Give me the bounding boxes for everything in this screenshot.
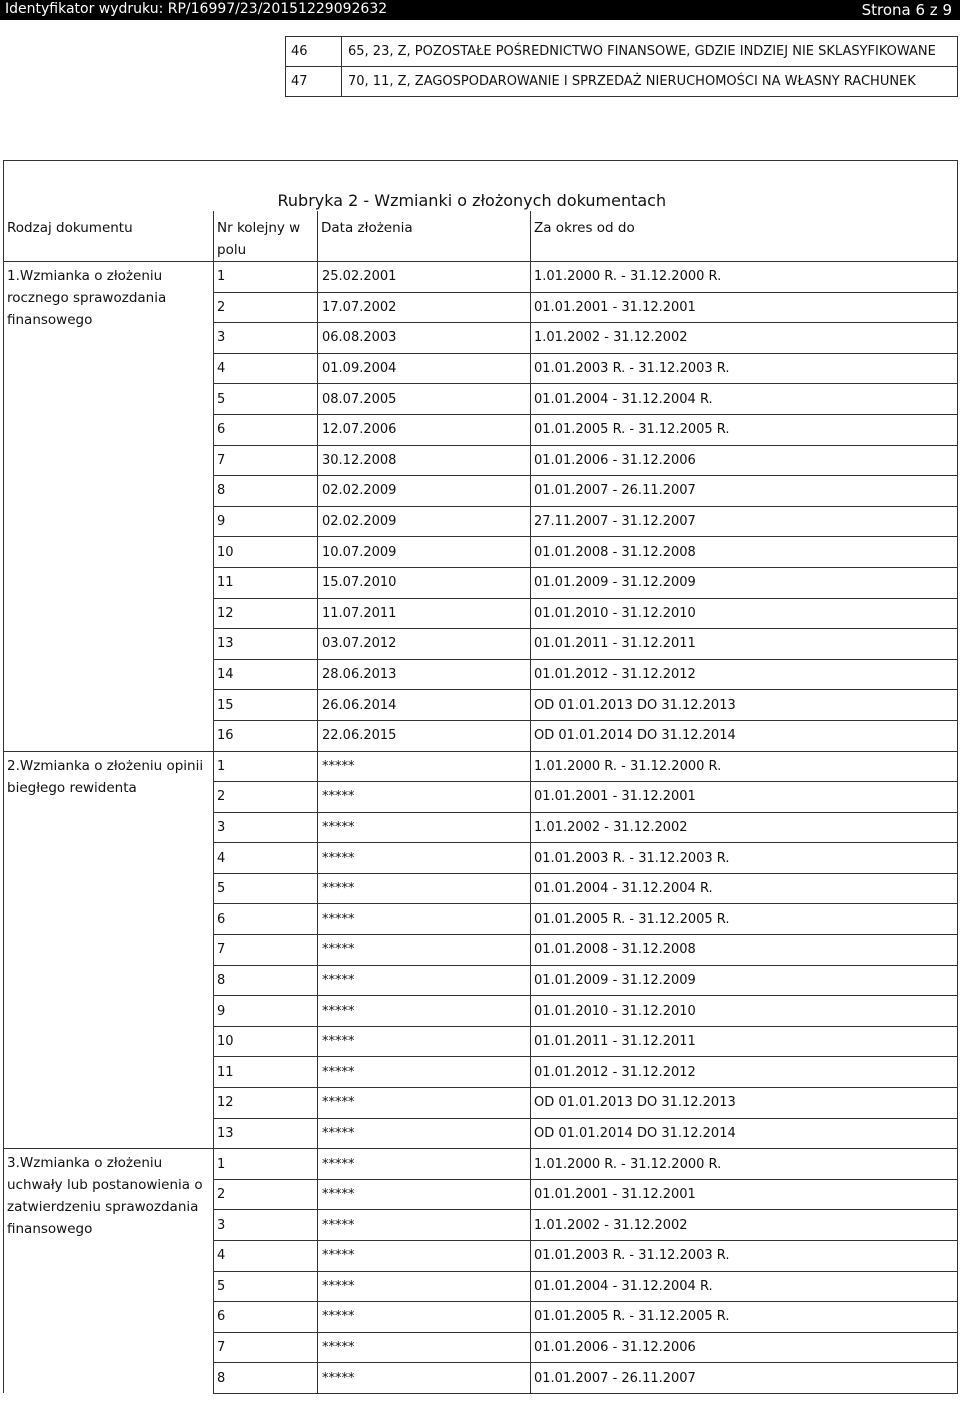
- filing-date: 25.02.2001: [318, 262, 531, 293]
- filing-date: 01.09.2004: [318, 353, 531, 384]
- sequence-number: 15: [214, 690, 318, 721]
- filing-date: 28.06.2013: [318, 659, 531, 690]
- period-range: 01.01.2009 - 31.12.2009: [531, 567, 958, 598]
- sequence-number: 1: [214, 751, 318, 782]
- sequence-number: 6: [214, 904, 318, 935]
- period-range: 01.01.2004 - 31.12.2004 R.: [531, 873, 958, 904]
- period-range: 01.01.2011 - 31.12.2011: [531, 1026, 958, 1057]
- activity-row: [286, 67, 958, 97]
- filing-date: 17.07.2002: [318, 292, 531, 323]
- filing-date: 12.07.2006: [318, 414, 531, 445]
- sequence-number: 12: [214, 598, 318, 629]
- filing-date: *****: [318, 1118, 531, 1149]
- filing-date: 06.08.2003: [318, 323, 531, 354]
- table-row: [4, 751, 958, 782]
- filing-date: *****: [318, 1302, 531, 1333]
- activity-description: 65, 23, Z, POZOSTAŁE POŚREDNICTWO FINANSOWE, GDZIE INDZIEJ NIE SKLASYFIKOWANE: [342, 37, 958, 67]
- activity-description: 70, 11, Z, ZAGOSPODAROWANIE I SPRZEDAŻ NIERUCHOMOŚCI NA WŁASNY RACHUNEK: [342, 67, 958, 97]
- period-range: 01.01.2005 R. - 31.12.2005 R.: [531, 904, 958, 935]
- print-identifier: Identyfikator wydruku: RP/16997/23/20151229092632: [5, 1, 388, 17]
- sequence-number: 8: [214, 1363, 318, 1394]
- sequence-number: 13: [214, 1118, 318, 1149]
- filing-date: *****: [318, 1241, 531, 1272]
- period-range: OD 01.01.2014 DO 31.12.2014: [531, 720, 958, 751]
- period-range: 01.01.2007 - 26.11.2007: [531, 1363, 958, 1394]
- period-range: 1.01.2000 R. - 31.12.2000 R.: [531, 1149, 958, 1180]
- filing-date: *****: [318, 1363, 531, 1394]
- sequence-number: 13: [214, 629, 318, 660]
- period-range: 01.01.2001 - 31.12.2001: [531, 292, 958, 323]
- period-range: 01.01.2008 - 31.12.2008: [531, 537, 958, 568]
- period-range: 01.01.2001 - 31.12.2001: [531, 1179, 958, 1210]
- activity-row: [286, 37, 958, 67]
- filing-date: *****: [318, 1088, 531, 1119]
- filing-date: *****: [318, 904, 531, 935]
- filing-date: 22.06.2015: [318, 720, 531, 751]
- filing-date: *****: [318, 996, 531, 1027]
- filing-date: *****: [318, 935, 531, 966]
- sequence-number: 11: [214, 567, 318, 598]
- sequence-number: 3: [214, 323, 318, 354]
- page-number: Strona 6 z 9: [861, 1, 952, 19]
- period-range: 01.01.2003 R. - 31.12.2003 R.: [531, 843, 958, 874]
- document-type-label: 2.Wzmianka o złożeniu opinii biegłego rewidenta: [4, 751, 214, 1149]
- section-title: Rubryka 2 - Wzmianki o złożonych dokumentach: [214, 161, 958, 212]
- period-range: OD 01.01.2013 DO 31.12.2013: [531, 690, 958, 721]
- filing-date: *****: [318, 1179, 531, 1210]
- sequence-number: 3: [214, 1210, 318, 1241]
- sequence-number: 4: [214, 843, 318, 874]
- period-range: 01.01.2012 - 31.12.2012: [531, 659, 958, 690]
- filing-date: *****: [318, 873, 531, 904]
- filing-date: 30.12.2008: [318, 445, 531, 476]
- table-row: [4, 1149, 958, 1180]
- filing-date: *****: [318, 751, 531, 782]
- period-range: 01.01.2010 - 31.12.2010: [531, 598, 958, 629]
- period-range: 01.01.2007 - 26.11.2007: [531, 476, 958, 507]
- period-range: 01.01.2004 - 31.12.2004 R.: [531, 384, 958, 415]
- print-header-bar: [0, 0, 960, 20]
- period-range: 01.01.2009 - 31.12.2009: [531, 965, 958, 996]
- filing-date: 15.07.2010: [318, 567, 531, 598]
- period-range: 1.01.2002 - 31.12.2002: [531, 1210, 958, 1241]
- period-range: 01.01.2005 R. - 31.12.2005 R.: [531, 1302, 958, 1333]
- filing-date: *****: [318, 1149, 531, 1180]
- filing-date: 02.02.2009: [318, 476, 531, 507]
- filing-date: *****: [318, 965, 531, 996]
- documents-table: [3, 160, 958, 1394]
- column-header-document-type: Rodzaj dokumentu: [4, 211, 214, 262]
- sequence-number: 6: [214, 1302, 318, 1333]
- sequence-number: 7: [214, 935, 318, 966]
- activity-number: 46: [286, 37, 342, 67]
- filing-date: 26.06.2014: [318, 690, 531, 721]
- document-type-label: 3.Wzmianka o złożeniu uchwały lub postanowienia o zatwierdzeniu sprawozdania finansowego: [4, 1149, 214, 1394]
- filing-date: 02.02.2009: [318, 506, 531, 537]
- sequence-number: 6: [214, 414, 318, 445]
- sequence-number: 8: [214, 965, 318, 996]
- period-range: OD 01.01.2014 DO 31.12.2014: [531, 1118, 958, 1149]
- sequence-number: 3: [214, 812, 318, 843]
- column-header-period: Za okres od do: [531, 211, 958, 262]
- filing-date: *****: [318, 1057, 531, 1088]
- sequence-number: 11: [214, 1057, 318, 1088]
- sequence-number: 12: [214, 1088, 318, 1119]
- column-header-sequence-number: Nr kolejny w polu: [214, 211, 318, 262]
- sequence-number: 1: [214, 262, 318, 293]
- sequence-number: 16: [214, 720, 318, 751]
- sequence-number: 10: [214, 1026, 318, 1057]
- period-range: 01.01.2003 R. - 31.12.2003 R.: [531, 353, 958, 384]
- filing-date: *****: [318, 812, 531, 843]
- sequence-number: 1: [214, 1149, 318, 1180]
- activity-number: 47: [286, 67, 342, 97]
- period-range: 01.01.2010 - 31.12.2010: [531, 996, 958, 1027]
- period-range: 01.01.2011 - 31.12.2011: [531, 629, 958, 660]
- period-range: 1.01.2002 - 31.12.2002: [531, 323, 958, 354]
- period-range: 01.01.2006 - 31.12.2006: [531, 445, 958, 476]
- period-range: OD 01.01.2013 DO 31.12.2013: [531, 1088, 958, 1119]
- period-range: 01.01.2008 - 31.12.2008: [531, 935, 958, 966]
- sequence-number: 14: [214, 659, 318, 690]
- sequence-number: 4: [214, 353, 318, 384]
- filing-date: *****: [318, 1271, 531, 1302]
- sequence-number: 9: [214, 506, 318, 537]
- table-row: [4, 262, 958, 293]
- activity-table: [285, 36, 958, 97]
- filing-date: *****: [318, 782, 531, 813]
- period-range: 01.01.2006 - 31.12.2006: [531, 1332, 958, 1363]
- sequence-number: 7: [214, 1332, 318, 1363]
- sequence-number: 10: [214, 537, 318, 568]
- sequence-number: 2: [214, 1179, 318, 1210]
- filing-date: 03.07.2012: [318, 629, 531, 660]
- period-range: 01.01.2005 R. - 31.12.2005 R.: [531, 414, 958, 445]
- period-range: 1.01.2000 R. - 31.12.2000 R.: [531, 262, 958, 293]
- filing-date: *****: [318, 843, 531, 874]
- sequence-number: 8: [214, 476, 318, 507]
- period-range: 1.01.2002 - 31.12.2002: [531, 812, 958, 843]
- filing-date: 11.07.2011: [318, 598, 531, 629]
- filing-date: *****: [318, 1026, 531, 1057]
- filing-date: 08.07.2005: [318, 384, 531, 415]
- sequence-number: 2: [214, 782, 318, 813]
- period-range: 01.01.2001 - 31.12.2001: [531, 782, 958, 813]
- period-range: 27.11.2007 - 31.12.2007: [531, 506, 958, 537]
- period-range: 1.01.2000 R. - 31.12.2000 R.: [531, 751, 958, 782]
- sequence-number: 9: [214, 996, 318, 1027]
- column-header-filing-date: Data złożenia: [318, 211, 531, 262]
- filing-date: *****: [318, 1210, 531, 1241]
- period-range: 01.01.2012 - 31.12.2012: [531, 1057, 958, 1088]
- sequence-number: 2: [214, 292, 318, 323]
- period-range: 01.01.2003 R. - 31.12.2003 R.: [531, 1241, 958, 1272]
- document-type-label: 1.Wzmianka o złożeniu rocznego sprawozdania finansowego: [4, 262, 214, 752]
- sequence-number: 5: [214, 384, 318, 415]
- sequence-number: 5: [214, 873, 318, 904]
- filing-date: 10.07.2009: [318, 537, 531, 568]
- sequence-number: 5: [214, 1271, 318, 1302]
- sequence-number: 7: [214, 445, 318, 476]
- sequence-number: 4: [214, 1241, 318, 1272]
- filing-date: *****: [318, 1332, 531, 1363]
- period-range: 01.01.2004 - 31.12.2004 R.: [531, 1271, 958, 1302]
- table-title-spacer: [4, 161, 214, 212]
